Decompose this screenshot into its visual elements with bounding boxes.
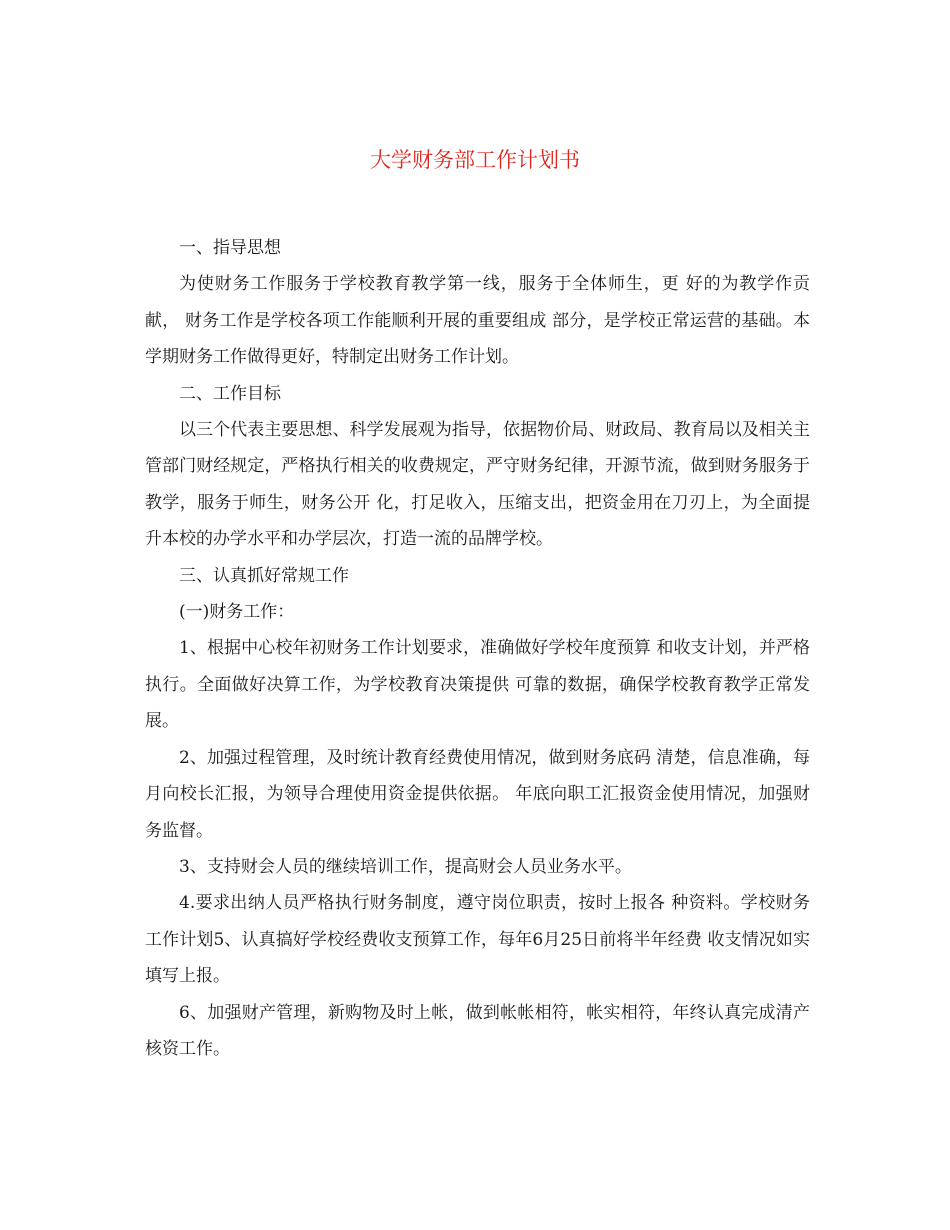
subsection-heading-finance-work: (一)财务工作：: [179, 602, 295, 623]
paragraph: 以三个代表主要思想、科学发展观为指导，依据物价局、财政局、教育局以及相关主管部门财经规定，严格执行相关的收费规定，严守财务纪律，开源节流，做到财务服务于教学，服务于师生，财务公开 化，打足收入，压缩支出，把资金用在刀刃上，为全面提升本校的办学水平和办学层次，打造一流的品牌学校。: [145, 420, 810, 550]
section-heading-guiding-ideology: 一、指导思想: [179, 238, 281, 258]
paragraph: 为使财务工作服务于学校教育教学第一线，服务于全体师生，更 好的为教学作贡献， 财务工作是学校各项工作能顺利开展的重要组成 部分，是学校正常运营的基础。本学期财务工作做得更好，特制定出财务工作计划。: [145, 274, 810, 368]
document-body: [145, 230, 810, 1067]
list-item: 6、加强财产管理，新购物及时上帐，做到帐帐相符，帐实相符，年终认真完成清产核资工作。: [145, 1002, 810, 1059]
section-heading-work-goals: 二、工作目标: [179, 383, 281, 404]
document-title: 大学财务部工作计划书: [370, 148, 580, 172]
section-heading-routine-work: 三、认真抓好常规工作: [179, 565, 349, 586]
list-item: 2、加强过程管理，及时统计教育经费使用情况，做到财务底码 清楚，信息准确，每月向校长汇报，为领导合理使用资金提供依据。 年底向职工汇报资金使用情况，加强财务监督。: [145, 747, 810, 841]
list-item: 1、根据中心校年初财务工作计划要求，准确做好学校年度预算 和收支计划，并严格执行。全面做好决算工作，为学校教育决策提供 可靠的数据，确保学校教育教学正常发展。: [145, 638, 810, 732]
list-item: 4.要求出纳人员严格执行财务制度，遵守岗位职责，按时上报各 种资料。学校财务工作计划5、认真搞好学校经费收支预算工作，每年6月25日前将半年经费 收支情况如实填写上报。: [145, 893, 810, 987]
list-item: 3、支持财会人员的继续培训工作，提高财会人员业务水平。: [179, 856, 632, 877]
